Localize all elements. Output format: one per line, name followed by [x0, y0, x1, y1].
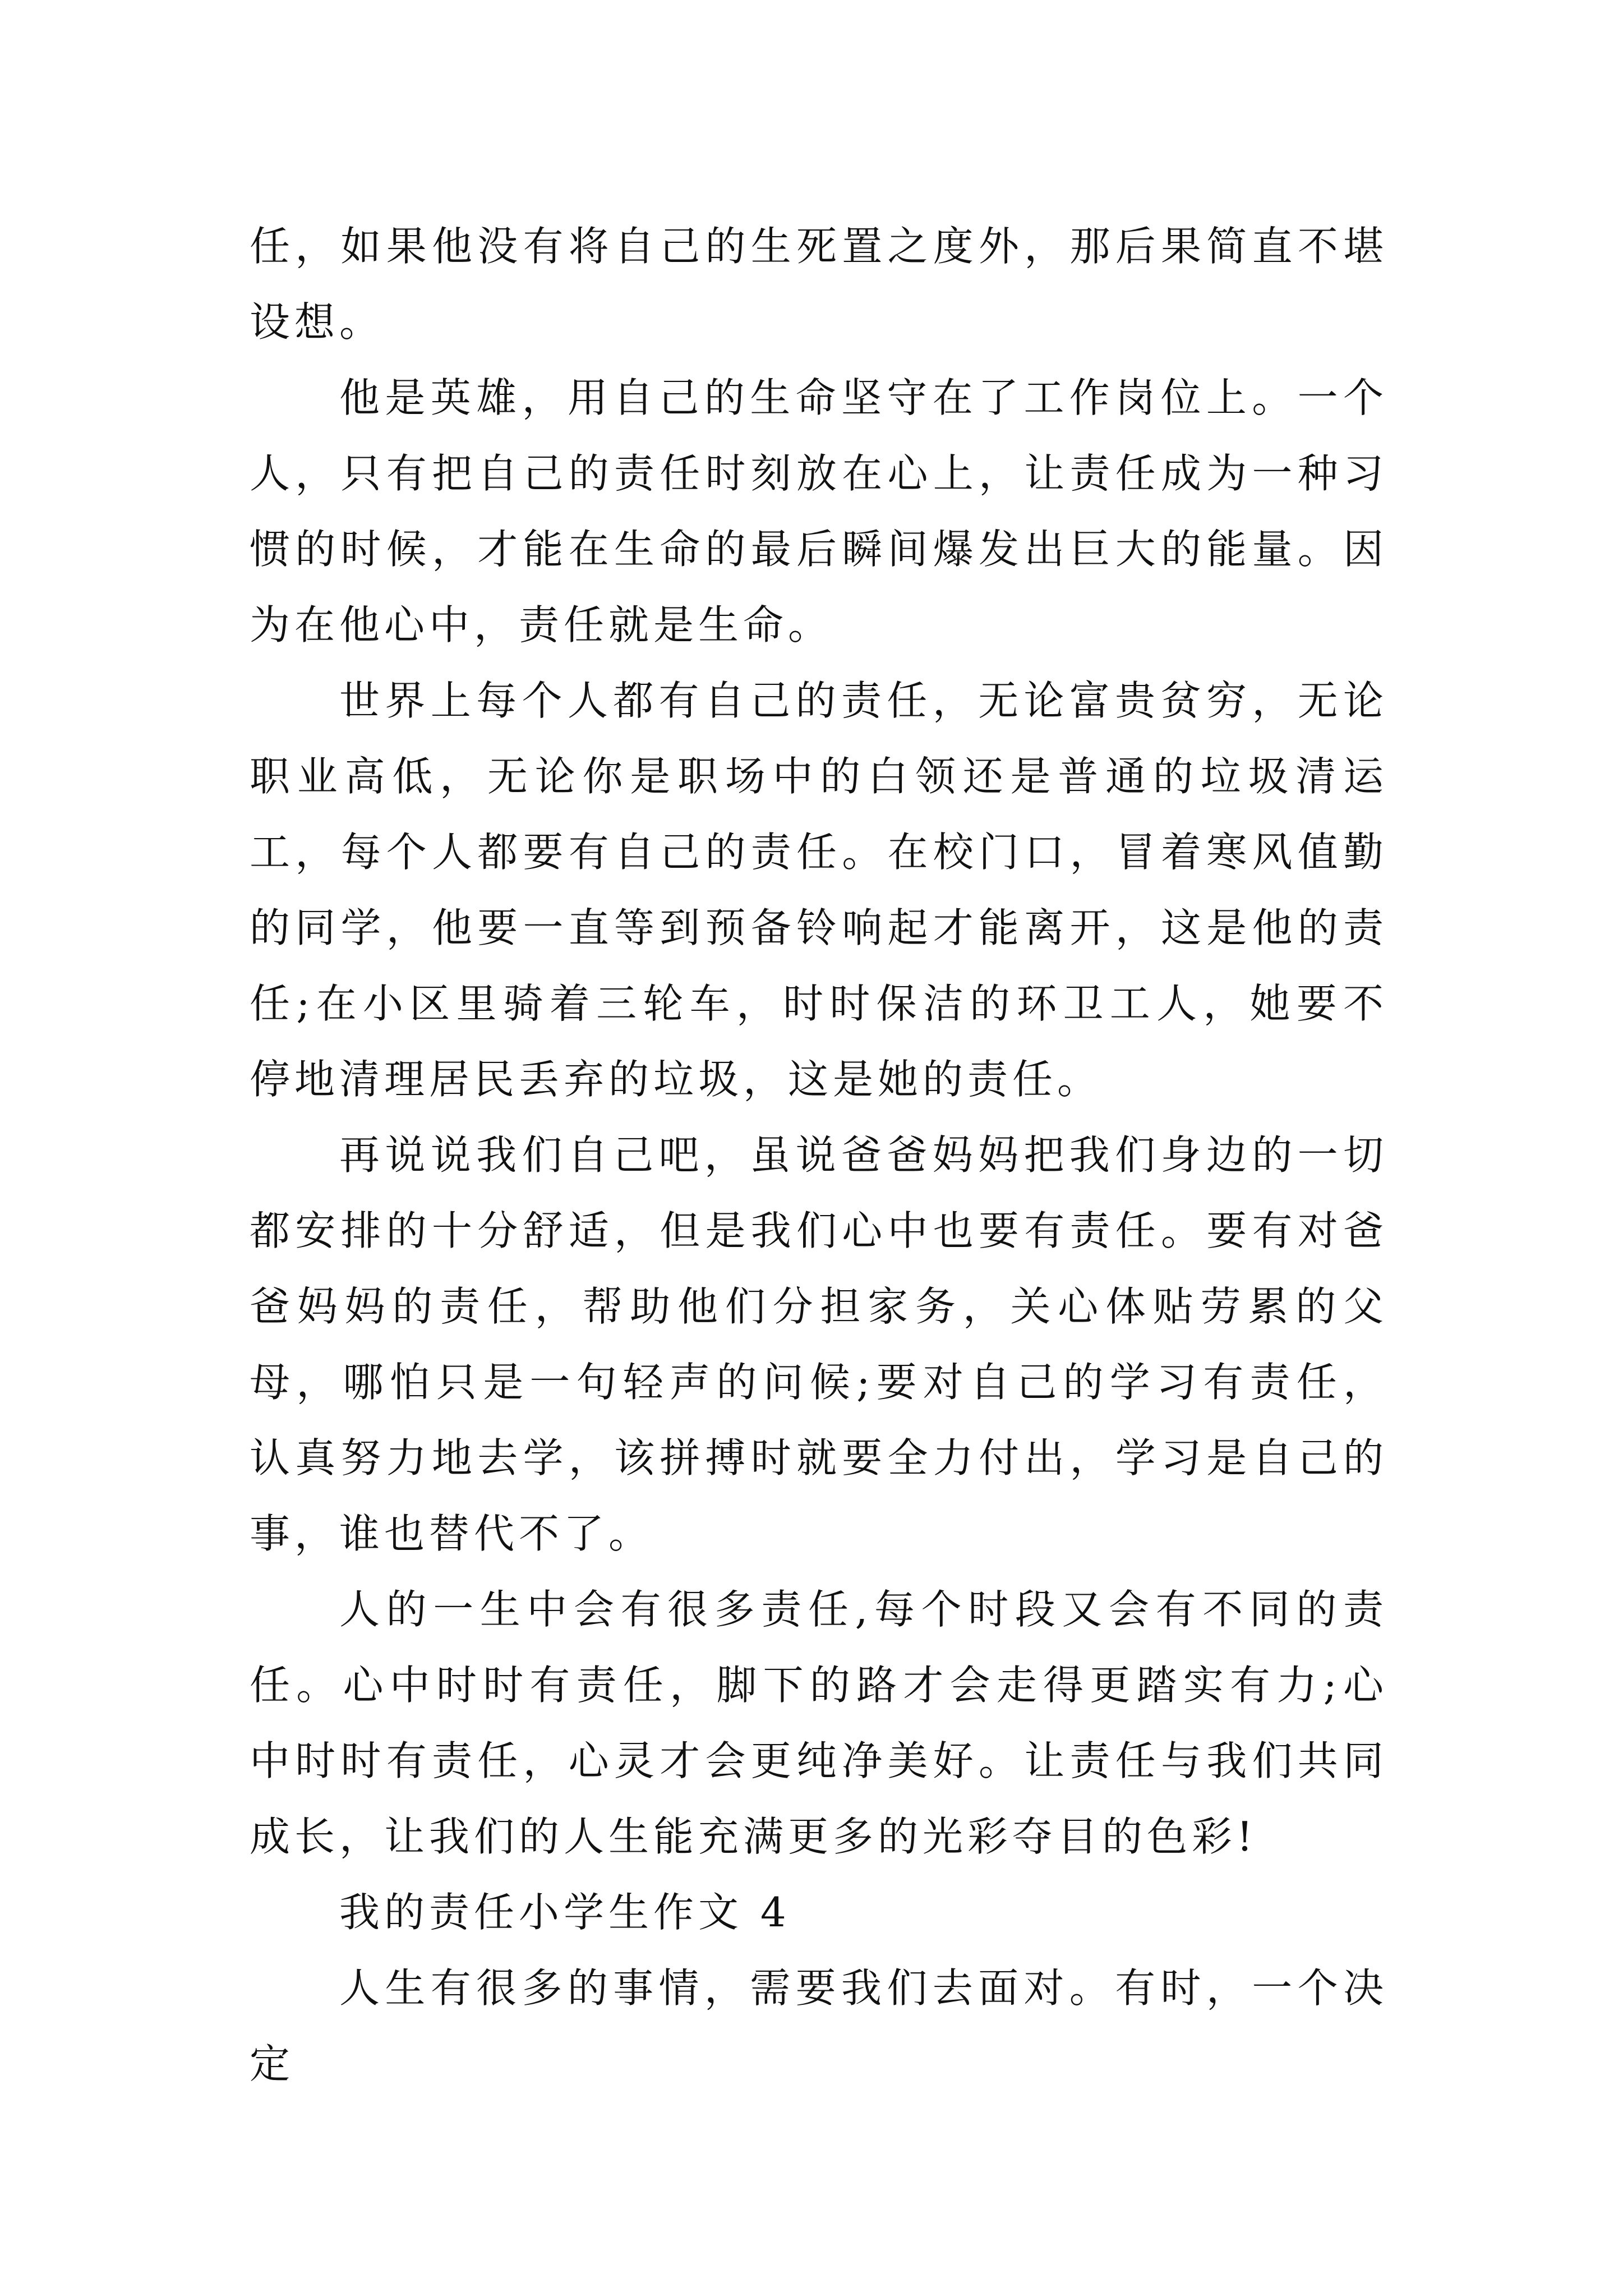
paragraph-4: 再说说我们自己吧，虽说爸爸妈妈把我们身边的一切都安排的十分舒适，但是我们心中也要有责任。要有对爸爸妈妈的责任，帮助他们分担家务，关心体贴劳累的父母，哪怕只是一句轻声的问候;要对自己的学习有责任，认真努力地去学，该拼搏时就要全力付出，学习是自己的事，谁也替代不了。 — [250, 1131, 1388, 1557]
essay-heading: 我的责任小学生作文 4 — [339, 1889, 791, 1936]
document-page — [250, 209, 1388, 2102]
paragraph-5: 人的一生中会有很多责任,每个时段又会有不同的责任。心中时时有责任，脚下的路才会走得更踏实有力;心中时时有责任，心灵才会更纯净美好。让责任与我们共同成长，让我们的人生能充满更多的光彩夺目的色彩! — [250, 1586, 1388, 1860]
paragraph-3: 世界上每个人都有自己的责任，无论富贵贫穷，无论职业高低，无论你是职场中的白领还是普通的垃圾清运工，每个人都要有自己的责任。在校门口，冒着寒风值勤的同学，他要一直等到预备铃响起才能离开，这是他的责任;在小区里骑着三轮车，时时保洁的环卫工人，她要不停地清理居民丢弃的垃圾，这是她的责任。 — [250, 677, 1388, 1103]
paragraph-2: 他是英雄，用自己的生命坚守在了工作岗位上。一个人，只有把自己的责任时刻放在心上，让责任成为一种习惯的时候，才能在生命的最后瞬间爆发出巨大的能量。因为在他心中，责任就是生命。 — [250, 374, 1388, 648]
paragraph-6: 人生有很多的事情，需要我们去面对。有时，一个决定 — [250, 1964, 1388, 2087]
paragraph-1: 任，如果他没有将自己的生死置之度外，那后果简直不堪设想。 — [250, 223, 1388, 346]
